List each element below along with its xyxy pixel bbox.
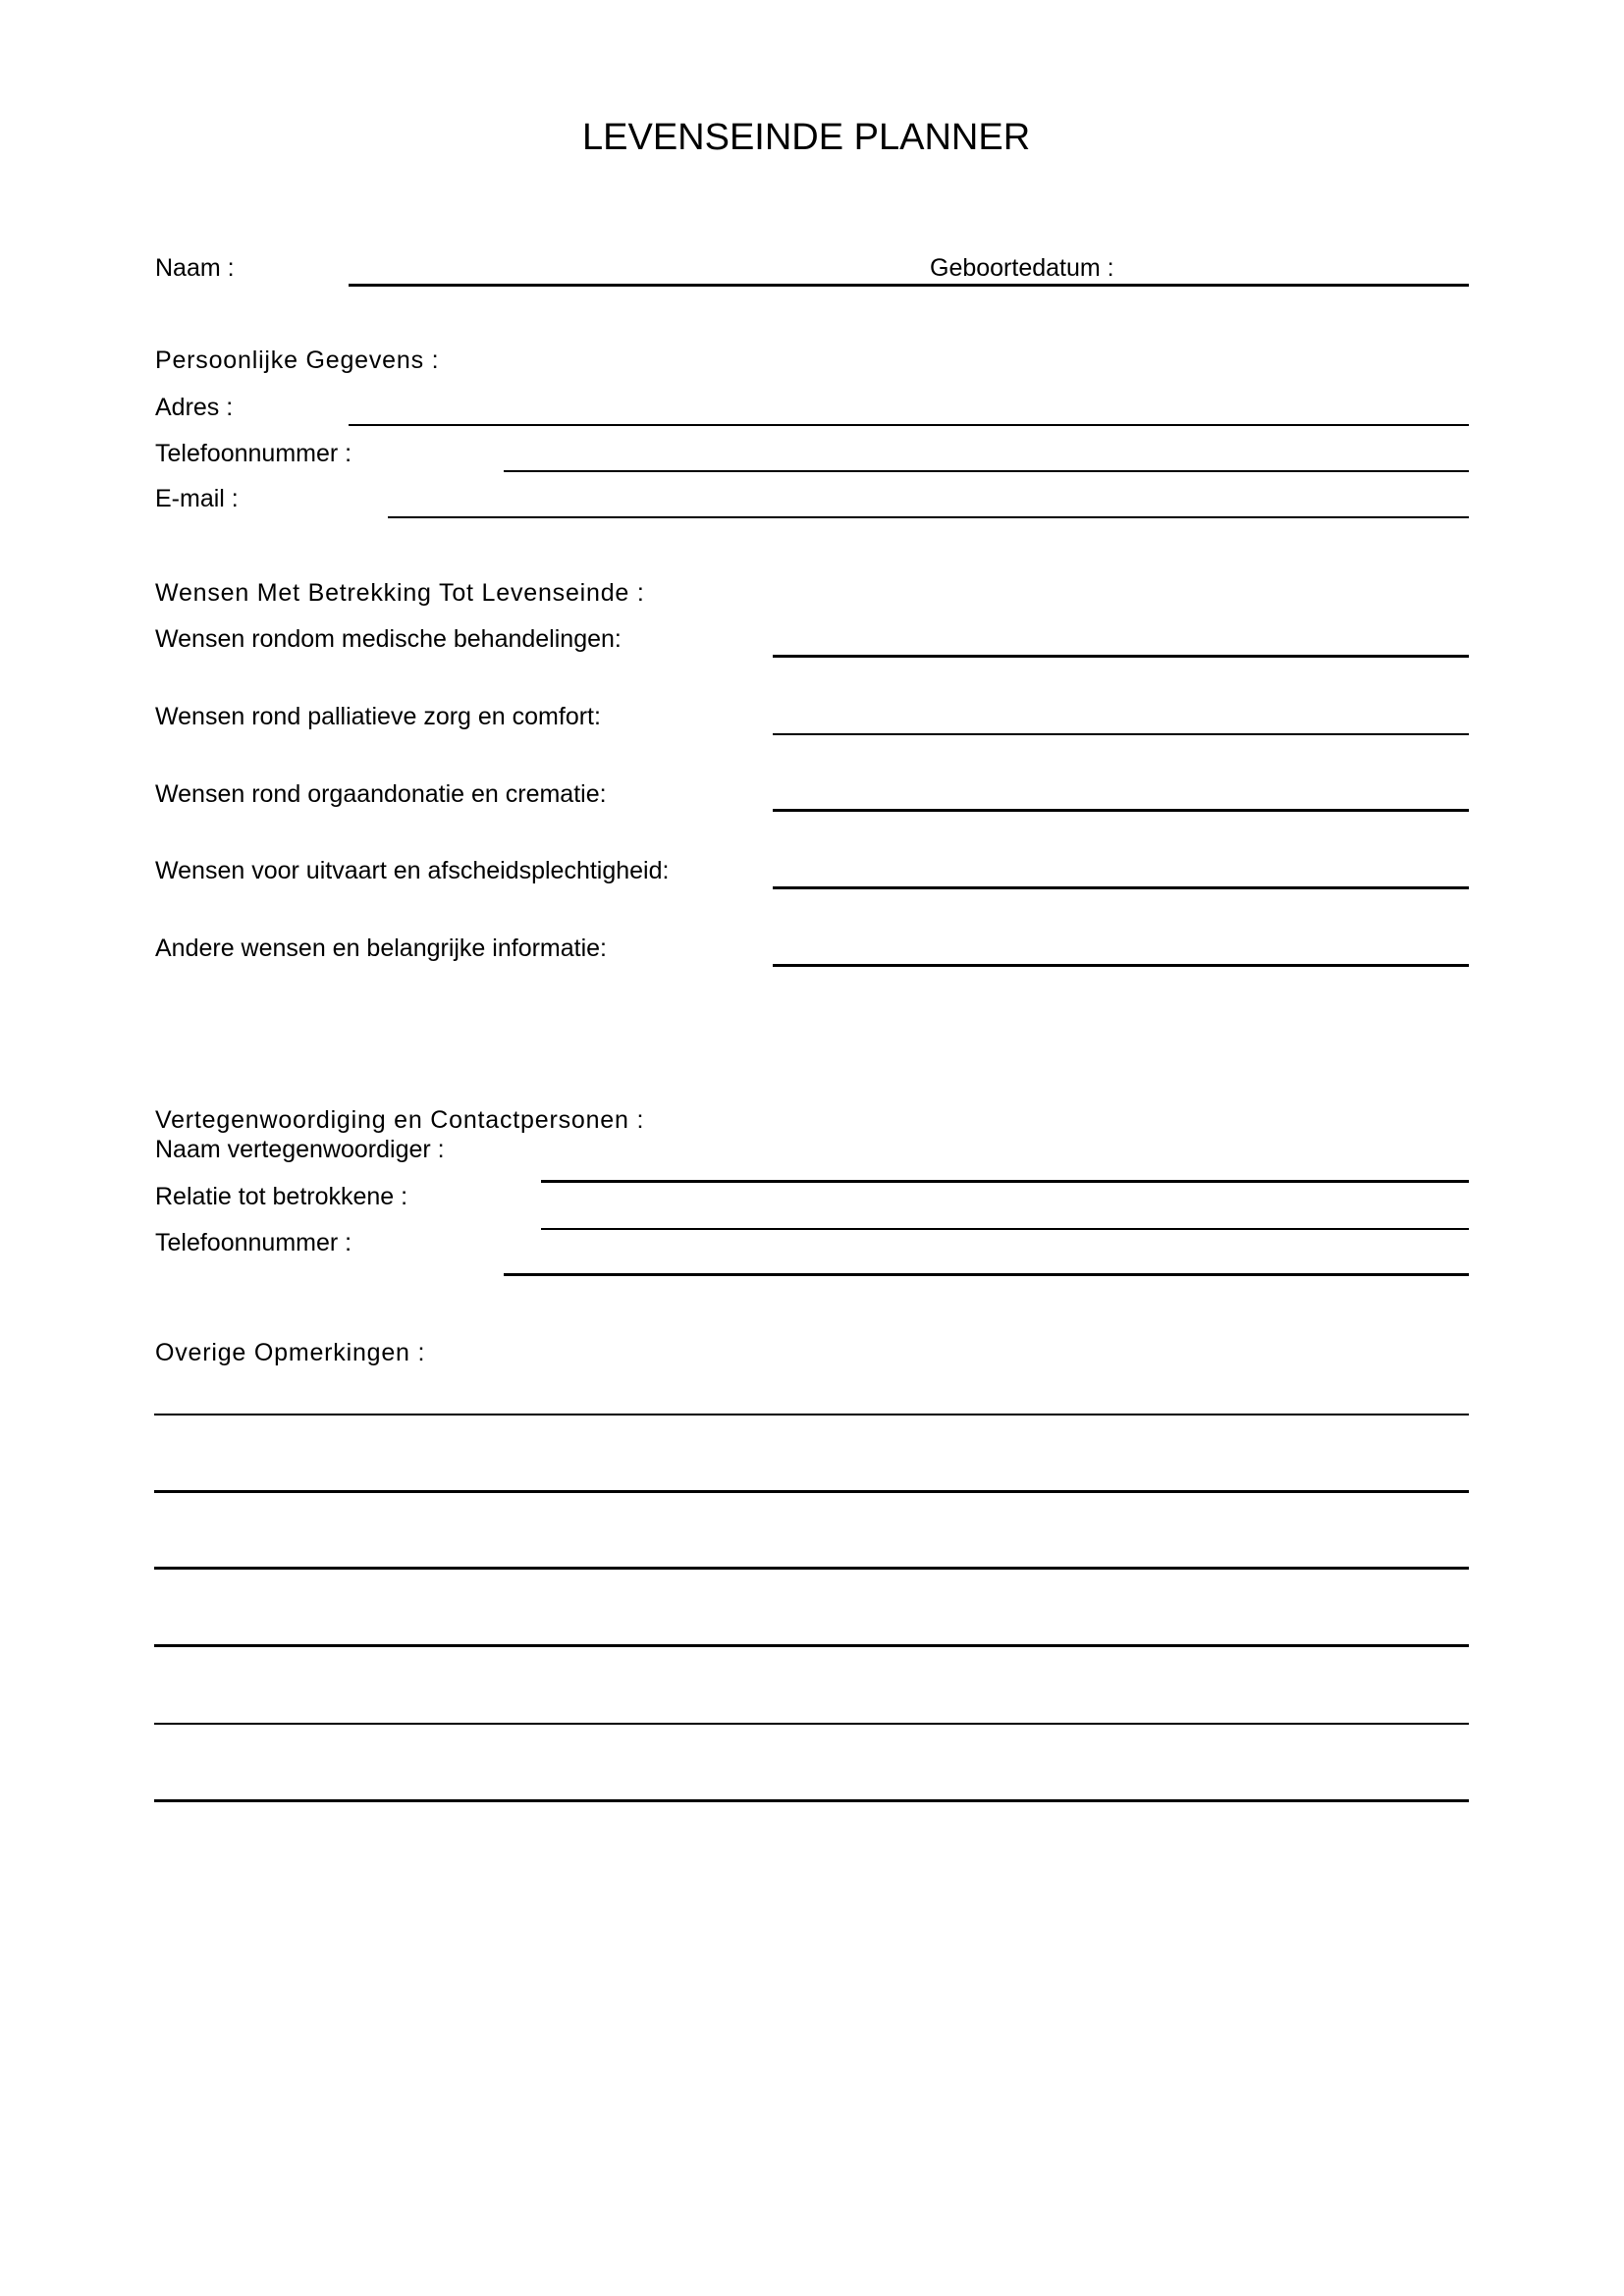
- relationship-label: Relatie tot betrokkene :: [155, 1183, 408, 1210]
- remarks-line-3[interactable]: [154, 1567, 1469, 1570]
- birthdate-label: Geboortedatum :: [930, 254, 1114, 282]
- representative-name-label: Naam vertegenwoordiger :: [155, 1136, 445, 1163]
- relationship-line[interactable]: [541, 1228, 1469, 1230]
- remarks-line-1[interactable]: [154, 1414, 1469, 1415]
- address-field-line[interactable]: [349, 424, 1469, 426]
- medical-treatment-wishes-label: Wensen rondom medische behandelingen:: [155, 625, 622, 653]
- phone-label: Telefoonnummer :: [155, 440, 352, 467]
- palliative-care-wishes-line[interactable]: [773, 733, 1469, 735]
- representative-phone-label: Telefoonnummer :: [155, 1229, 352, 1256]
- remarks-line-4[interactable]: [154, 1644, 1469, 1647]
- remarks-line-6[interactable]: [154, 1799, 1469, 1802]
- email-label: E-mail :: [155, 485, 239, 512]
- other-wishes-label: Andere wensen en belangrijke informatie:: [155, 934, 607, 962]
- palliative-care-wishes-label: Wensen rond palliatieve zorg en comfort:: [155, 703, 601, 730]
- name-birthdate-field-line[interactable]: [349, 284, 1469, 287]
- funeral-wishes-line[interactable]: [773, 886, 1469, 889]
- personal-section-heading: Persoonlijke Gegevens :: [155, 347, 440, 374]
- other-wishes-line[interactable]: [773, 964, 1469, 967]
- phone-field-line[interactable]: [504, 470, 1469, 472]
- funeral-wishes-label: Wensen voor uitvaart en afscheidsplechtigheid:: [155, 857, 670, 884]
- address-label: Adres :: [155, 394, 234, 421]
- representative-name-line[interactable]: [541, 1180, 1469, 1183]
- representation-section-heading: Vertegenwoordiging en Contactpersonen :: [155, 1106, 645, 1134]
- remarks-line-2[interactable]: [154, 1490, 1469, 1493]
- remarks-line-5[interactable]: [154, 1723, 1469, 1725]
- name-label: Naam :: [155, 254, 235, 282]
- organ-donation-wishes-line[interactable]: [773, 809, 1469, 812]
- email-field-line[interactable]: [388, 516, 1469, 518]
- remarks-section-heading: Overige Opmerkingen :: [155, 1339, 426, 1366]
- page-title: LEVENSEINDE PLANNER: [582, 117, 1031, 158]
- wishes-section-heading: Wensen Met Betrekking Tot Levenseinde :: [155, 579, 645, 607]
- representative-phone-line[interactable]: [504, 1273, 1469, 1276]
- medical-treatment-wishes-line[interactable]: [773, 655, 1469, 658]
- organ-donation-wishes-label: Wensen rond orgaandonatie en crematie:: [155, 780, 607, 808]
